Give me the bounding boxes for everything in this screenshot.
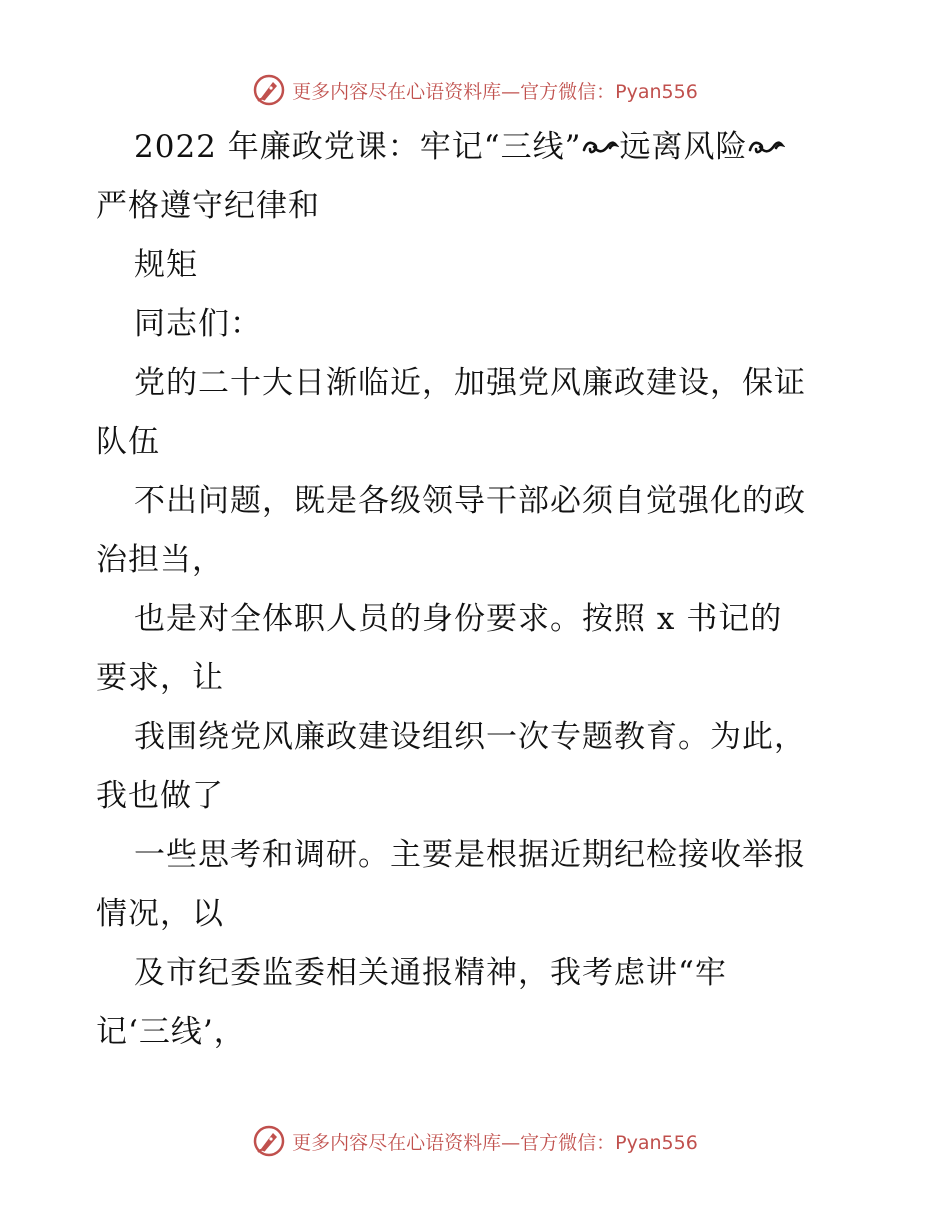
pen-nib-logo-icon — [252, 73, 286, 107]
footer-banner — [0, 1121, 950, 1161]
body-line: 及市纪委监委相关通报精神，我考虑讲“牢 — [134, 955, 727, 991]
body-paragraphs — [96, 354, 856, 1062]
swirl-ornament-icon — [747, 134, 785, 160]
header-banner — [0, 70, 950, 110]
document-body — [96, 118, 856, 1062]
body-line: 队伍 — [96, 424, 160, 460]
banner-text — [292, 1128, 698, 1155]
body-line: 党的二十大日渐临近，加强党风廉政建设，保证 — [134, 365, 806, 401]
wechat-id: Pyan556 — [615, 1131, 698, 1154]
body-line: 一些思考和调研。主要是根据近期纪检接收举报 — [134, 837, 806, 873]
body-line: 情况，以 — [96, 896, 224, 932]
body-line: 治担当， — [96, 542, 224, 578]
title-part-2: 远离风险 — [619, 129, 748, 165]
greeting: 同志们： — [134, 306, 262, 342]
document-title-line-1 — [96, 118, 856, 177]
banner-text — [292, 77, 698, 104]
body-line: 不出问题，既是各级领导干部必须自觉强化的政 — [134, 483, 806, 519]
body-line: 记‘三线’， — [96, 1014, 246, 1050]
body-line: 我围绕党风廉政建设组织一次专题教育。为此， — [134, 719, 806, 755]
body-line: 我也做了 — [96, 778, 224, 814]
banner-label: 更多内容尽在心语资料库—官方微信： — [292, 1131, 616, 1154]
body-line: 要求，让 — [96, 660, 224, 696]
wechat-id: Pyan556 — [615, 80, 698, 103]
body-line: 也是对全体职人员的身份要求。按照 x 书记的 — [134, 601, 783, 637]
swirl-ornament-icon — [581, 134, 619, 160]
document-title-line-2: 严格遵守纪律和 — [96, 188, 320, 224]
title-part-1: 2022 年廉政党课：牢记“三线” — [134, 129, 582, 165]
banner-label: 更多内容尽在心语资料库—官方微信： — [292, 80, 616, 103]
document-title-line-3: 规矩 — [134, 247, 198, 283]
pen-nib-logo-icon — [252, 1124, 286, 1158]
